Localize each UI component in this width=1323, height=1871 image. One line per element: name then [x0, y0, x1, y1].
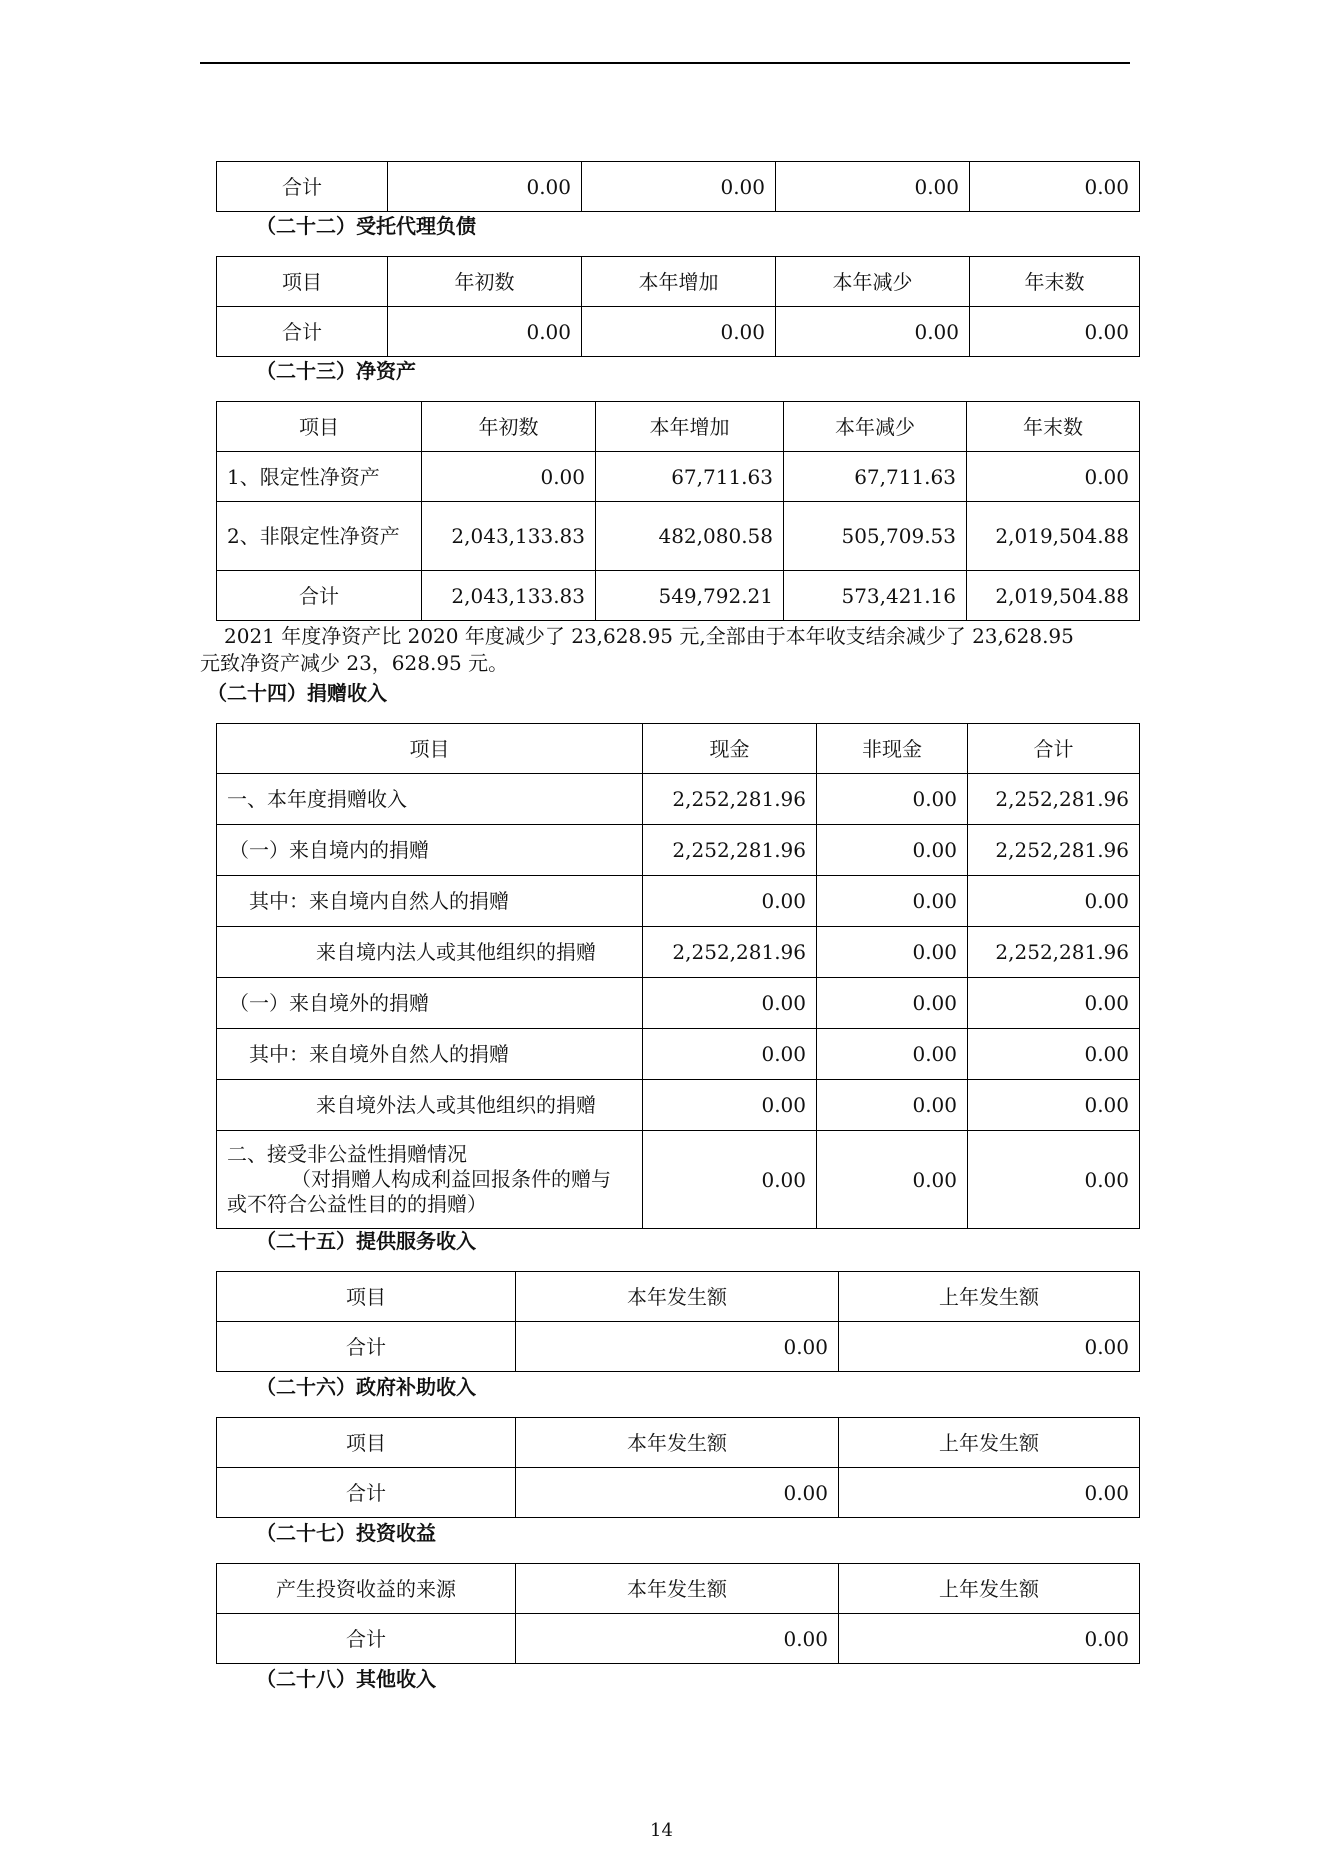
table-row [217, 927, 1140, 978]
section-28-heading: （二十八）其他收入 [256, 1667, 436, 1691]
cell-label: 其中：来自境外自然人的捐赠 [217, 1029, 643, 1080]
cell-label: 合计 [217, 1322, 516, 1372]
section-24-heading: （二十四）捐赠收入 [207, 681, 387, 705]
cell-value: 0.00 [582, 307, 776, 357]
cell-value: 0.00 [839, 1468, 1140, 1518]
cell-value: 0.00 [776, 162, 970, 212]
column-header: 项目 [217, 1418, 516, 1468]
column-header: 年初数 [388, 257, 582, 307]
cell-value: 0.00 [970, 162, 1140, 212]
cell-value: 0.00 [968, 1131, 1140, 1229]
table-row-total [217, 162, 1140, 212]
column-header: 非现金 [817, 724, 968, 774]
column-header: 本年增加 [582, 257, 776, 307]
cell-value: 0.00 [388, 307, 582, 357]
section-27-heading: （二十七）投资收益 [256, 1521, 436, 1545]
table-row [217, 978, 1140, 1029]
cell-label-line: 二、接受非公益性捐赠情况 [227, 1142, 467, 1166]
cell-value: 0.00 [643, 1029, 817, 1080]
column-header: 上年发生额 [839, 1272, 1140, 1322]
table-header-row [217, 1564, 1140, 1614]
table-row [217, 1080, 1140, 1131]
cell-value: 2,252,281.96 [643, 927, 817, 978]
table-26 [216, 1417, 1139, 1518]
cell-value: 67,711.63 [784, 452, 967, 502]
section-22-heading: （二十二）受托代理负债 [256, 214, 476, 238]
cell-value: 573,421.16 [784, 571, 967, 621]
cell-value: 0.00 [817, 825, 968, 876]
cell-value: 0.00 [968, 978, 1140, 1029]
table-23 [216, 401, 1139, 621]
column-header: 年末数 [970, 257, 1140, 307]
cell-value: 0.00 [967, 452, 1140, 502]
table-21-tail [216, 161, 1139, 212]
cell-value: 0.00 [516, 1468, 839, 1518]
table-header-row [217, 724, 1140, 774]
page-number: 14 [650, 1820, 673, 1841]
cell-value: 2,043,133.83 [422, 571, 596, 621]
cell-value: 0.00 [582, 162, 776, 212]
column-header: 项目 [217, 724, 643, 774]
cell-value: 0.00 [388, 162, 582, 212]
table-row [217, 876, 1140, 927]
cell-value: 0.00 [970, 307, 1140, 357]
column-header: 现金 [643, 724, 817, 774]
cell-label: 其中：来自境内自然人的捐赠 [217, 876, 643, 927]
cell-value: 2,252,281.96 [968, 825, 1140, 876]
cell-value: 2,252,281.96 [968, 774, 1140, 825]
table-row-total [217, 1468, 1140, 1518]
cell-label: 合计 [217, 307, 388, 357]
table-27 [216, 1563, 1139, 1664]
cell-value: 0.00 [516, 1614, 839, 1664]
cell-value: 0.00 [817, 1029, 968, 1080]
cell-value: 0.00 [839, 1322, 1140, 1372]
table-row [217, 825, 1140, 876]
table-header-row [217, 257, 1140, 307]
column-header: 本年发生额 [516, 1272, 839, 1322]
cell-value: 0.00 [839, 1614, 1140, 1664]
cell-value: 0.00 [817, 876, 968, 927]
cell-label: 合计 [217, 1614, 516, 1664]
column-header: 项目 [217, 1272, 516, 1322]
cell-label-line: 或不符合公益性目的的捐赠） [227, 1192, 487, 1216]
cell-value: 0.00 [817, 1080, 968, 1131]
cell-value: 0.00 [643, 876, 817, 927]
table-24 [216, 723, 1139, 1229]
table-row [217, 1131, 1140, 1229]
cell-label-multiline [217, 1131, 643, 1229]
cell-value: 505,709.53 [784, 502, 967, 571]
cell-value: 2,252,281.96 [643, 774, 817, 825]
column-header: 本年发生额 [516, 1564, 839, 1614]
section-23-heading: （二十三）净资产 [256, 359, 416, 383]
cell-value: 0.00 [968, 1029, 1140, 1080]
cell-label: 来自境外法人或其他组织的捐赠 [217, 1080, 643, 1131]
cell-value: 0.00 [968, 876, 1140, 927]
column-header: 本年增加 [596, 402, 784, 452]
column-header: 本年减少 [784, 402, 967, 452]
table-header-row [217, 1272, 1140, 1322]
table-row-total [217, 1322, 1140, 1372]
cell-label: 来自境内法人或其他组织的捐赠 [217, 927, 643, 978]
table-25 [216, 1271, 1139, 1372]
cell-value: 0.00 [643, 1080, 817, 1131]
cell-label: 合计 [217, 162, 388, 212]
header-rule [200, 62, 1130, 64]
column-header: 项目 [217, 257, 388, 307]
column-header: 年末数 [967, 402, 1140, 452]
table-22 [216, 256, 1139, 357]
cell-value: 0.00 [817, 978, 968, 1029]
note-line: 元致净资产减少 23，628.95 元。 [200, 651, 509, 675]
cell-value: 0.00 [817, 927, 968, 978]
cell-value: 2,019,504.88 [967, 571, 1140, 621]
table-row [217, 502, 1140, 571]
cell-value: 2,252,281.96 [643, 825, 817, 876]
table-row [217, 774, 1140, 825]
cell-label: （一）来自境内的捐赠 [217, 825, 643, 876]
cell-value: 2,043,133.83 [422, 502, 596, 571]
cell-value: 0.00 [516, 1322, 839, 1372]
column-header: 项目 [217, 402, 422, 452]
table-row-total [217, 571, 1140, 621]
cell-value: 67,711.63 [596, 452, 784, 502]
cell-value: 482,080.58 [596, 502, 784, 571]
column-header: 本年减少 [776, 257, 970, 307]
cell-label: 一、本年度捐赠收入 [217, 774, 643, 825]
table-row [217, 1029, 1140, 1080]
cell-label: （一）来自境外的捐赠 [217, 978, 643, 1029]
section-26-heading: （二十六）政府补助收入 [256, 1375, 476, 1399]
cell-value: 0.00 [817, 1131, 968, 1229]
cell-label-line: （对捐赠人构成利益回报条件的赠与 [291, 1167, 611, 1191]
cell-value: 2,252,281.96 [968, 927, 1140, 978]
column-header: 产生投资收益的来源 [217, 1564, 516, 1614]
cell-value: 0.00 [776, 307, 970, 357]
table-row-total [217, 1614, 1140, 1664]
cell-label: 1、限定性净资产 [217, 452, 422, 502]
table-header-row [217, 402, 1140, 452]
section-25-heading: （二十五）提供服务收入 [256, 1229, 476, 1253]
cell-value: 549,792.21 [596, 571, 784, 621]
cell-label: 合计 [217, 1468, 516, 1518]
column-header: 上年发生额 [839, 1564, 1140, 1614]
cell-value: 2,019,504.88 [967, 502, 1140, 571]
cell-label: 2、非限定性净资产 [217, 502, 422, 571]
column-header: 年初数 [422, 402, 596, 452]
cell-value: 0.00 [643, 978, 817, 1029]
table-row-total [217, 307, 1140, 357]
cell-value: 0.00 [422, 452, 596, 502]
column-header: 本年发生额 [516, 1418, 839, 1468]
column-header: 上年发生额 [839, 1418, 1140, 1468]
table-header-row [217, 1418, 1140, 1468]
cell-value: 0.00 [817, 774, 968, 825]
cell-label: 合计 [217, 571, 422, 621]
column-header: 合计 [968, 724, 1140, 774]
note-line: 2021 年度净资产比 2020 年度减少了 23,628.95 元,全部由于本年收支结余减少了 23,628.95 [224, 624, 1074, 648]
table-row [217, 452, 1140, 502]
cell-value: 0.00 [643, 1131, 817, 1229]
cell-value: 0.00 [968, 1080, 1140, 1131]
net-assets-note [200, 623, 1130, 677]
